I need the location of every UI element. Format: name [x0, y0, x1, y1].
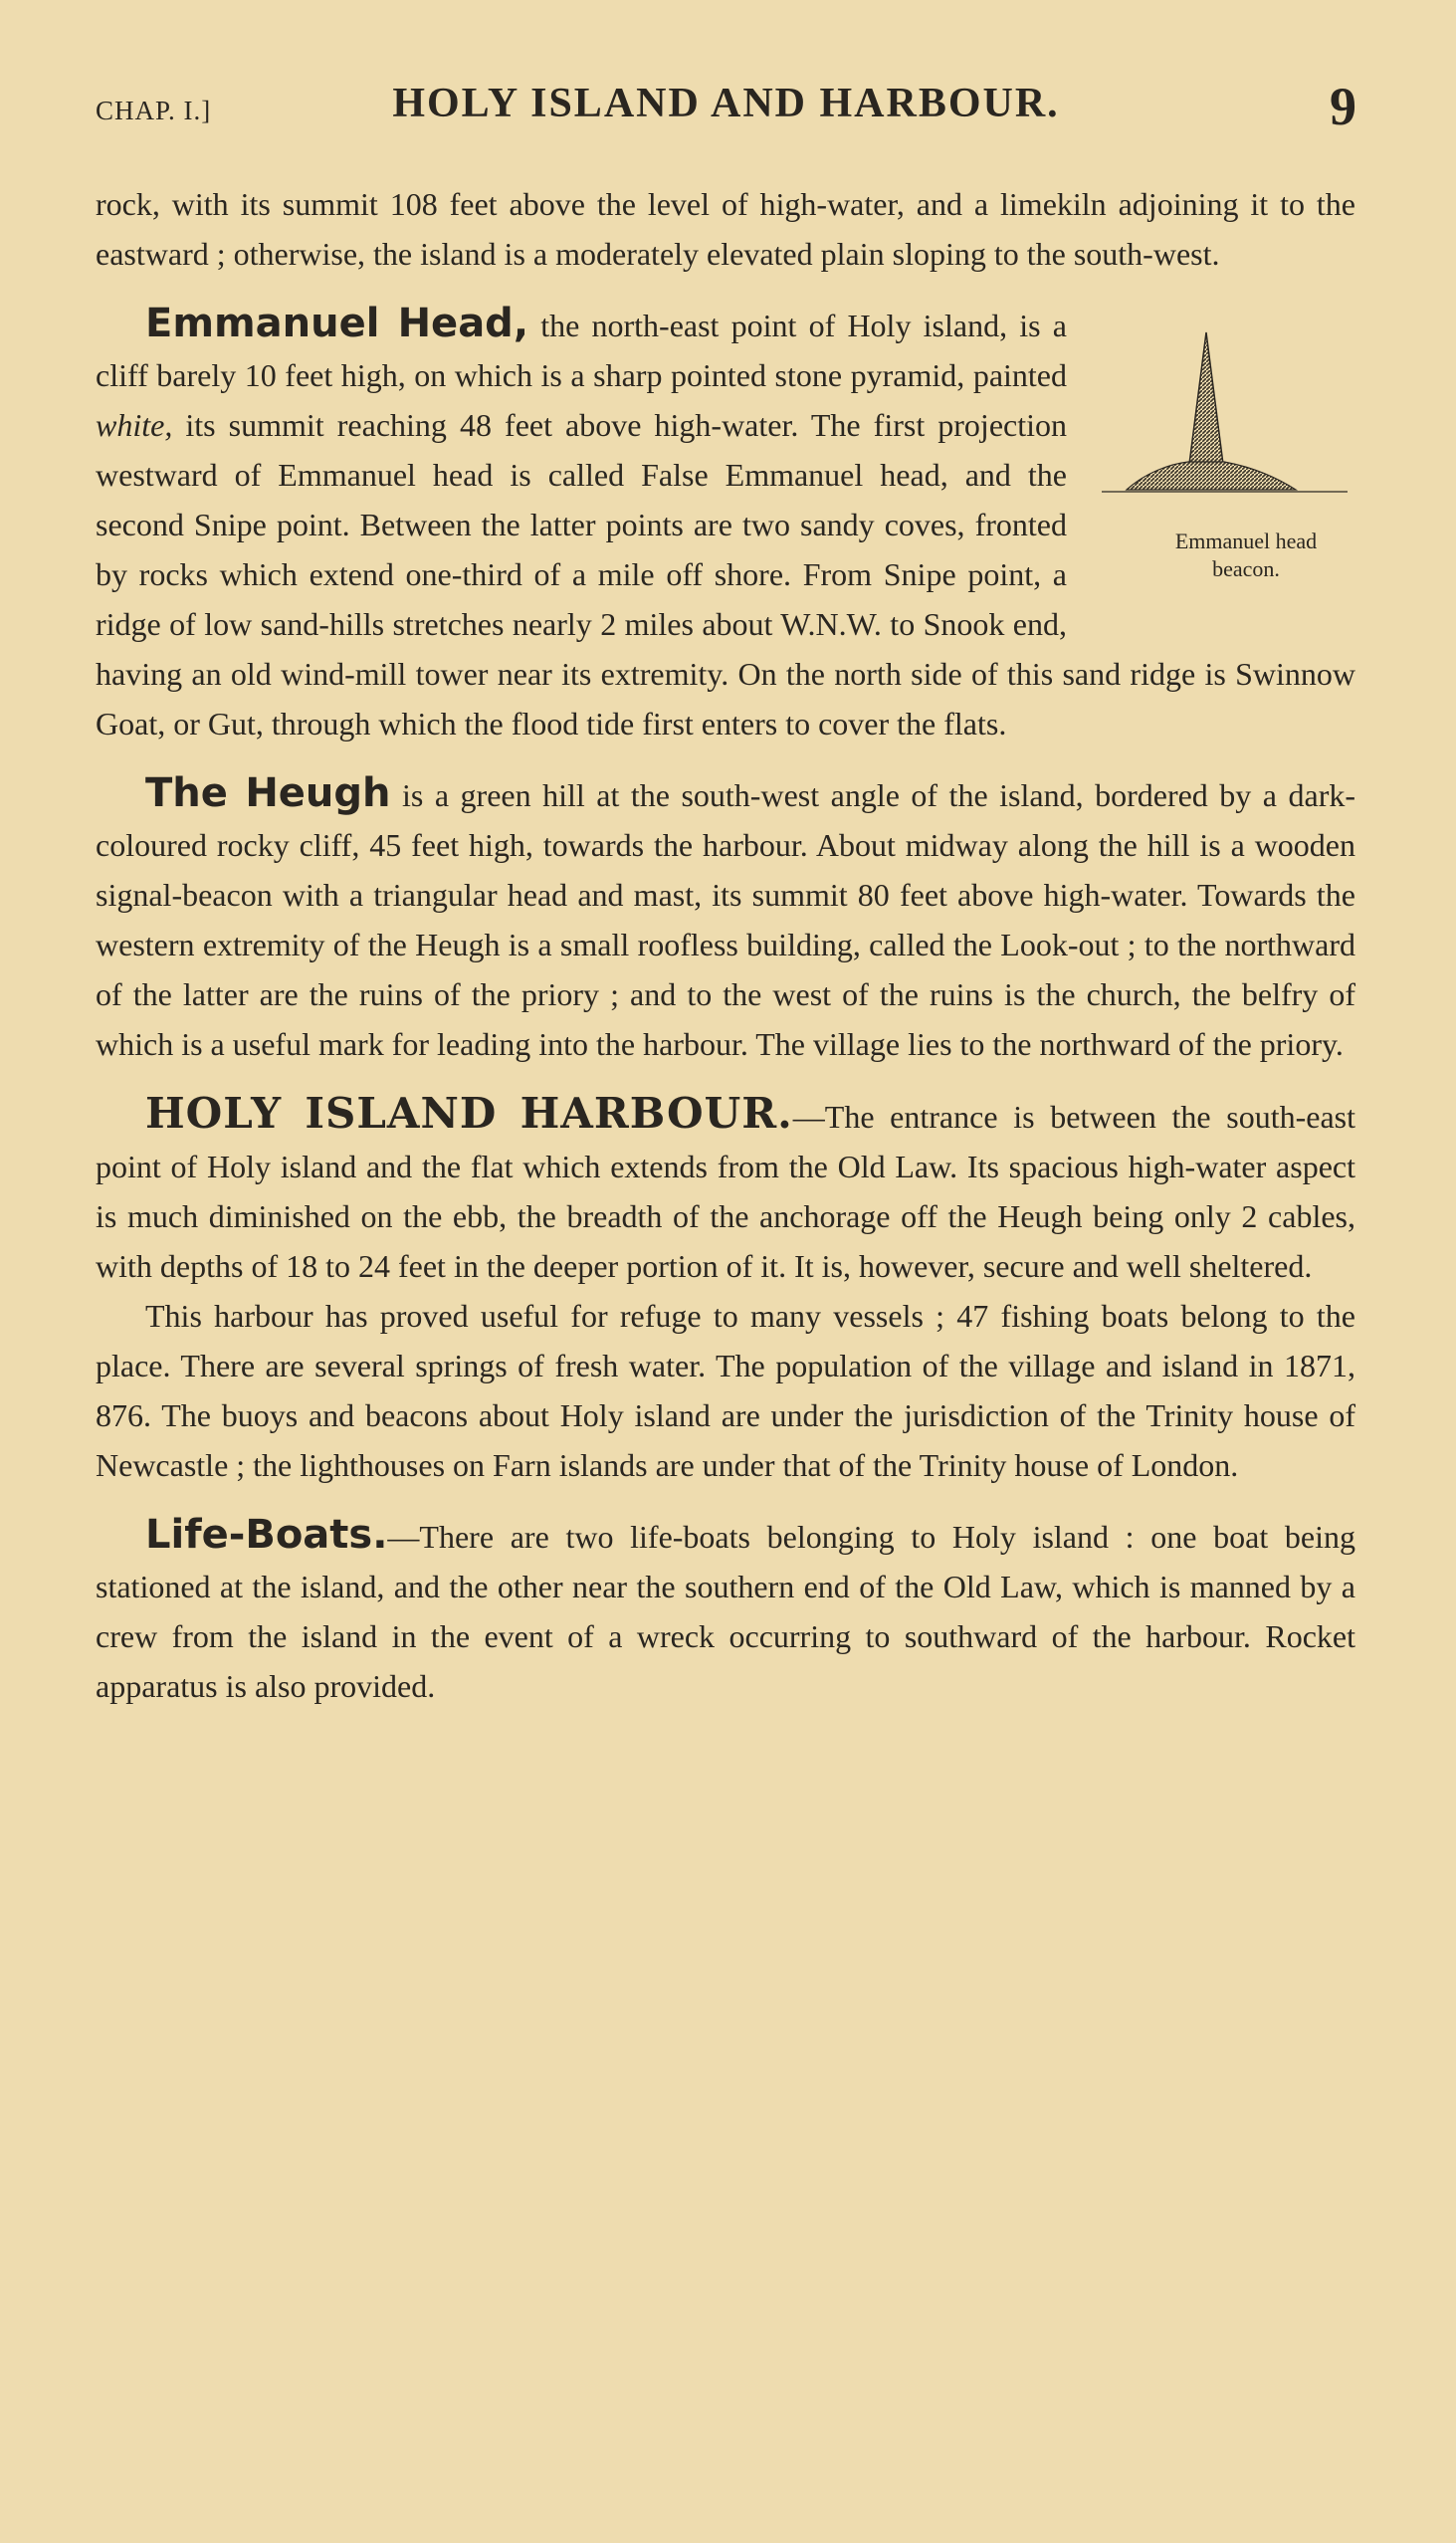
- paragraph-rock: rock, with its summit 108 feet above the level of high-water, and a limekiln adjoining it to the eastward ; otherwise, the island is a moderately elevated plain sloping to the south-west.: [96, 186, 1355, 272]
- pyramid-beacon-illustration: [1087, 322, 1355, 522]
- figure-caption: [1087, 528, 1355, 583]
- caption-line-1: Emmanuel head: [1174, 529, 1318, 553]
- running-header: [96, 78, 1356, 137]
- text-heugh: is a green hill at the south-west angle of the island, bordered by a dark-coloured rocky cliff, 45 feet high, towards the harbour. About midway along the hill is a wooden signal-beacon with a triangular head and mast, its summit 80 feet above high-water. Towards the western extremity of the Heugh is a small roofless building, called the Look-out ; to the northward of the latter are the ruins of the priory ; and to the west of the ruins is the church, the belfry of which is a useful mark for leading into the harbour. The village lies to the northward of the priory.: [96, 777, 1356, 1062]
- running-title: HOLY ISLAND AND HARBOUR.: [392, 81, 1060, 126]
- caption-line-2: beacon.: [1212, 556, 1280, 581]
- paragraph-emmanuel-head: [96, 299, 1355, 748]
- heading-heugh: The Heugh: [145, 770, 391, 816]
- text-harbour: —The entrance is between the south-east point of Holy island and the flat which extends from the Old Law. Its spacious high-water aspect is much diminished on the ebb, the breadth of the anchorage off the Heugh being only 2 cables, with depths of 18 to 24 feet in the deeper portion of it. It is, however, secure and well sheltered.: [96, 1099, 1355, 1284]
- paragraph-heugh: [96, 768, 1355, 1069]
- page-number: 9: [1330, 77, 1356, 136]
- cliff-mound: [1127, 462, 1296, 490]
- text-emmanuel-b: its summit reaching 48 feet above high-water. The first projection westward of Emmanuel head is called False Emmanuel head, and the second Snipe point. Between the latter points are two sandy coves, fronted by rocks which extend one-third of a mile off shore. From Snipe point, a ridge of low sand-hills stretches nearly 2 miles about W.N.W. to Snook end, having an old wind-mill tower near its extremity. On the north side of this sand ridge is Swinnow Goat, or Gut, through which the flood tide first enters to cover the flats.: [96, 407, 1355, 742]
- text-lifeboats: —There are two life-boats belonging to Holy island : one boat being stationed at the island, and the other near the southern end of the Old Law, which is manned by a crew from the island in the event of a wreck occurring to southward of the harbour. Rocket apparatus is also provided.: [96, 1519, 1355, 1704]
- chapter-label: CHAP. I.]: [96, 96, 212, 125]
- paragraph-harbour: [96, 1089, 1355, 1291]
- paragraph-lifeboats: [96, 1510, 1355, 1711]
- paragraph-refuge: This harbour has proved useful for refuge to many vessels ; 47 fishing boats belong to the place. There are several springs of fresh water. The population of the village and island in 1871, 876. The buoys and beacons about Holy island are under the jurisdiction of the Trinity house of Newcastle ; the lighthouses on Farn islands are under that of the Trinity house of London.: [96, 1298, 1355, 1483]
- heading-harbour: HOLY ISLAND HARBOUR.: [145, 1089, 793, 1138]
- text-emmanuel-a: the north-east point of Holy island, is a cliff barely 10 feet high, on which is a sharp pointed stone pyramid, painted: [96, 308, 1067, 393]
- beacon-figure: [1087, 303, 1355, 631]
- body-text: [96, 179, 1355, 1711]
- pyramid-shape: [1188, 332, 1224, 472]
- heading-lifeboats: Life-Boats.: [145, 1512, 388, 1558]
- heading-emmanuel-head: Emmanuel Head,: [145, 301, 529, 346]
- text-emmanuel-em: white,: [96, 407, 173, 443]
